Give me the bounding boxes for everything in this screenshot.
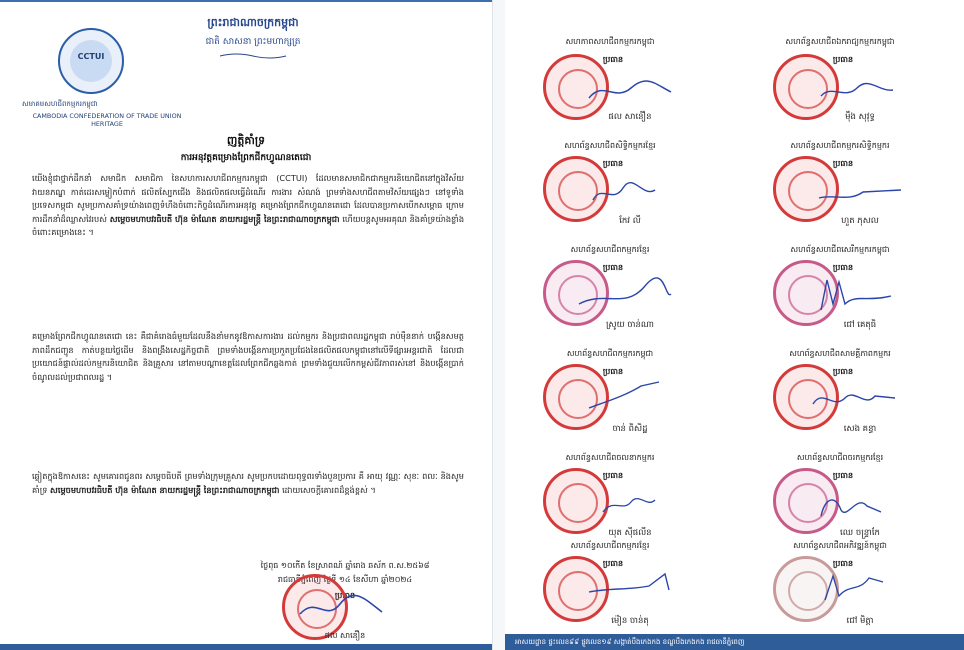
- signatory-name: សេង គន្ធា: [843, 424, 877, 434]
- paragraph-3-end: ដោយសេចក្តីគោរពដ៏ខ្ពង់ខ្ពស់ ។: [282, 484, 376, 495]
- signatory-name: ស្រូយ ចាន់ណា: [606, 320, 654, 330]
- signatory-name: ជៅ មិត្តា: [846, 616, 874, 626]
- signatory-org: សហព័ន្ធសហជីពកម្មករខ្មែរ: [570, 541, 650, 550]
- signatory-card: [745, 36, 935, 136]
- footer-address: អាសយដ្ឋាន ផ្ទះលេខ៩៩ ផ្លូវលេខ១៩ សង្កាត់បឹងកេងកង ខណ្ឌបឹងកេងកង រាជធានីភ្នំពេញ: [515, 638, 745, 646]
- signatory-card: [515, 452, 705, 552]
- signatory-org: សហព័ន្ធសហជីពចលនាកម្មករ: [565, 453, 655, 462]
- signature: [585, 570, 685, 600]
- signatory-role: ប្រធាន: [832, 55, 854, 64]
- document-title: ញត្តិគាំទ្រ: [226, 134, 266, 147]
- signatory-card: [515, 540, 705, 640]
- signatory-card: [745, 140, 935, 240]
- signatory-role: ប្រធាន: [832, 263, 854, 272]
- signatory-org: សហព័ន្ធសហជីពសិទ្ធិកម្មករខ្មែរ: [564, 141, 656, 150]
- signatory-org: សហព័ន្ធសហជីពអភិវឌ្ឍន៍កម្ពុជា: [793, 541, 887, 550]
- paragraph-3-text: ឆ្លៀតក្នុងឱកាសនេះ សូមគោរពជូនពរ សម្តេចធិបតី ព្រមទាំងក្រុមគ្រួសារ សូមប្រកបដោយពុទ្ធពរទាំងបួនប្រការ គឺ អាយុ វណ្ណៈ សុខៈ ពលៈ និងសូមគាំទ្រ: [32, 471, 464, 495]
- signature: [815, 488, 885, 522]
- signatory-org: សហព័ន្ធសហជីពកម្មករសិទ្ធិកម្មករ: [790, 141, 890, 150]
- signatory-role: ប្រធាន: [832, 367, 854, 376]
- signatory-org: សហព័ន្ធសហជីពចរកម្មករខ្មែរ: [796, 453, 884, 462]
- signature: [585, 76, 675, 106]
- signatory-role: ប្រធាន: [602, 55, 624, 64]
- president-role: ប្រធាន: [334, 591, 356, 600]
- signature: [809, 384, 899, 414]
- signatory-card: [745, 540, 935, 640]
- org-name-khmer: សមាគមសហជីពកម្មករកម្ពុជា: [22, 100, 98, 108]
- signatures-page: [505, 0, 964, 650]
- paragraph-1-highlight: សម្តេចមហាបវរធិបតី ហ៊ុន ម៉ាណែត នាយករដ្ឋមន្ត្រី នៃព្រះរាជាណាចក្រកម្ពុជា: [109, 213, 340, 224]
- signature: [819, 570, 889, 604]
- signature: [585, 378, 665, 412]
- signatory-card: [745, 244, 935, 344]
- president-signature: [296, 594, 386, 624]
- signatory-name: ជៅ គេតុធិ: [843, 320, 877, 330]
- signature: [817, 78, 897, 106]
- kingdom-heading: ព្រះរាជាណាចក្រកម្ពុជា: [207, 16, 299, 29]
- logo-text: CCTUI: [77, 52, 105, 61]
- signatory-role: ប្រធាន: [602, 263, 624, 272]
- footer-bar: [505, 634, 964, 650]
- signature: [815, 182, 905, 208]
- national-motto: ជាតិ សាសនា ព្រះមហាក្សត្រ: [205, 37, 301, 47]
- signatory-card: [515, 348, 705, 448]
- paragraph-1: [32, 172, 464, 240]
- signatory-card: [745, 452, 935, 552]
- ornament-divider: [218, 52, 288, 60]
- signatory-name: ឈេ ចន្ទ្រាកែ: [840, 528, 880, 538]
- signatory-role: ប្រធាន: [602, 367, 624, 376]
- signatory-org: សហព័ន្ធសហជីពកម្មករខ្មែរ: [570, 245, 650, 254]
- signatory-name: ម៉ៀន ចាន់តុ: [611, 616, 649, 626]
- signature: [575, 280, 675, 312]
- signatory-org: សហព័ន្ធសហជីពឯករាជ្យកម្មករកម្ពុជា: [785, 37, 895, 46]
- signatory-name: ហួត ភុសល: [841, 216, 879, 226]
- signatory-card: [515, 140, 705, 240]
- signatory-name: កែវ លី: [619, 216, 641, 226]
- paragraph-1-end: ហើយបន្តសូមអរគុណ និងគាំទ្រយ៉ាងខ្លាំងចំពោះគម្រោងនេះ ។: [32, 213, 465, 238]
- signatory-org: សហព័ន្ធសហជីពកម្មករកម្ពុជា: [566, 349, 654, 358]
- signatory-name: ម៉ឹង សុវុទ្ធ: [845, 112, 875, 122]
- date-solar: រាជធានីភ្នំពេញ ថ្ងៃទី ១៤ ខែសីហា ឆ្នាំ២០២៤: [277, 575, 413, 584]
- signatory-name: ផល សាន់ឿន: [608, 112, 652, 122]
- paragraph-3: [32, 470, 464, 497]
- signatory-org: សហភាពសហជីពកម្មករកម្ពុជា: [565, 37, 655, 46]
- signature: [599, 492, 659, 518]
- signatory-role: ប្រធាន: [832, 559, 854, 568]
- paragraph-2: គម្រោងព្រែកជីកហ្វូណនតេជោ នេះ គឺជាគំរោងធំមួយដែលនឹងនាំមកនូវឱកាសការងារ ដល់កម្មករ និងប្រជាពលរដ្ឋកម្ពុជា រាប់ម៉ឺននាក់ បង្កើនសមត្ថភាពដឹកជញ្ជូន កាត់បន្ថយថ្លៃដើម និងពង្រឹងសេដ្ឋកិច្ចជាតិ ព្រមទាំងបង្កើនការប្រកួតប្រជែងនៃផលិតផលកម្ពុជានៅលើទីផ្សារអន្តរជាតិ ដែលជាប្រយោជន៍ផ្ទាល់ដល់កម្មករនិយោជិត និងគ្រួសារ នៅតាមបណ្តាខេត្តដែលព្រែកជីកឆ្លងកាត់ ព្រមទាំងជួយលើកកម្ពស់ជីវភាពរស់នៅ និងបង្កើនប្រាក់ចំណូលដល់ប្រជាពលរដ្ឋ ។: [32, 331, 464, 382]
- signatory-card: [745, 348, 935, 448]
- footer-rule: [0, 644, 492, 650]
- date-lunar: ថ្ងៃពុធ ១០កើត ខែស្រាពណ៍ ឆ្នាំរោង ឆស័ក ព.ស.២៥៦៨: [260, 561, 430, 570]
- signatory-role: ប្រធាន: [832, 471, 854, 480]
- org-name-english: CAMBODIA CONFEDERATION OF TRADE UNION HERITAGE: [32, 112, 182, 128]
- signatory-role: ប្រធាន: [602, 471, 624, 480]
- signatory-role: ប្រធាន: [832, 159, 854, 168]
- signatory-role: ប្រធាន: [602, 159, 624, 168]
- paragraph-1-text: យើងខ្ញុំជាថ្នាក់ដឹកនាំ សមាជិក សមាជិកា នៃសហការសហជីពកម្មករកម្ពុជា (CCTUI) ដែលមានសមាជិកជាកម្មករនិយោជិតនៅក្នុងវិស័យវាយនភណ្ឌ កាត់ដេរសម្លៀកបំពាក់ ផលិតស្បែកជើង និងផលិតផលធ្វើដំណើរ ការងារ សំណង់ ព្រមទាំងសហជីពតាមវិស័យផ្សេងៗ នៅទូទាំងប្រទេសកម្ពុជា សូមប្រកាសគាំទ្រយ៉ាងពេញទំហឹងចំពោះកិច្ចដំណើរការអនុវត្ត គម្រោងព្រែកជីកហ្វូណនតេជោ ដែលបានប្រកាសបើកសម្ពោធ ក្រោមការដឹកនាំដ៏ឈ្លាសវៃរបស់: [32, 173, 464, 224]
- signatory-name: ចាន់ ពិសិដ្ឋ: [612, 424, 648, 434]
- signatory-name: យុត ស៊ីផលីន: [608, 528, 652, 538]
- org-logo: [58, 28, 124, 94]
- signatory-org: សហព័ន្ធសហជីពសេរីកម្មករកម្ពុជា: [790, 245, 890, 254]
- signature: [589, 180, 659, 206]
- signatory-role: ប្រធាន: [602, 559, 624, 568]
- signatory-org: សហព័ន្ធសហជីពសាមគ្គីភាពកម្មករ: [789, 349, 891, 358]
- signatory-card: [515, 36, 705, 136]
- signatory-card: [515, 244, 705, 344]
- top-rule: [0, 0, 492, 2]
- president-name: ផល សាន់ឿន: [324, 631, 366, 640]
- signature: [811, 274, 901, 314]
- document-subtitle: ការអនុវត្តគម្រោងព្រែកជីកហ្វូណនតេជោ: [180, 153, 312, 163]
- paragraph-3-highlight: សម្តេចមហាបវរធិបតី ហ៊ុន ម៉ាណែត នាយករដ្ឋមន្ត្រី នៃព្រះរាជាណាចក្រកម្ពុជា: [50, 484, 280, 495]
